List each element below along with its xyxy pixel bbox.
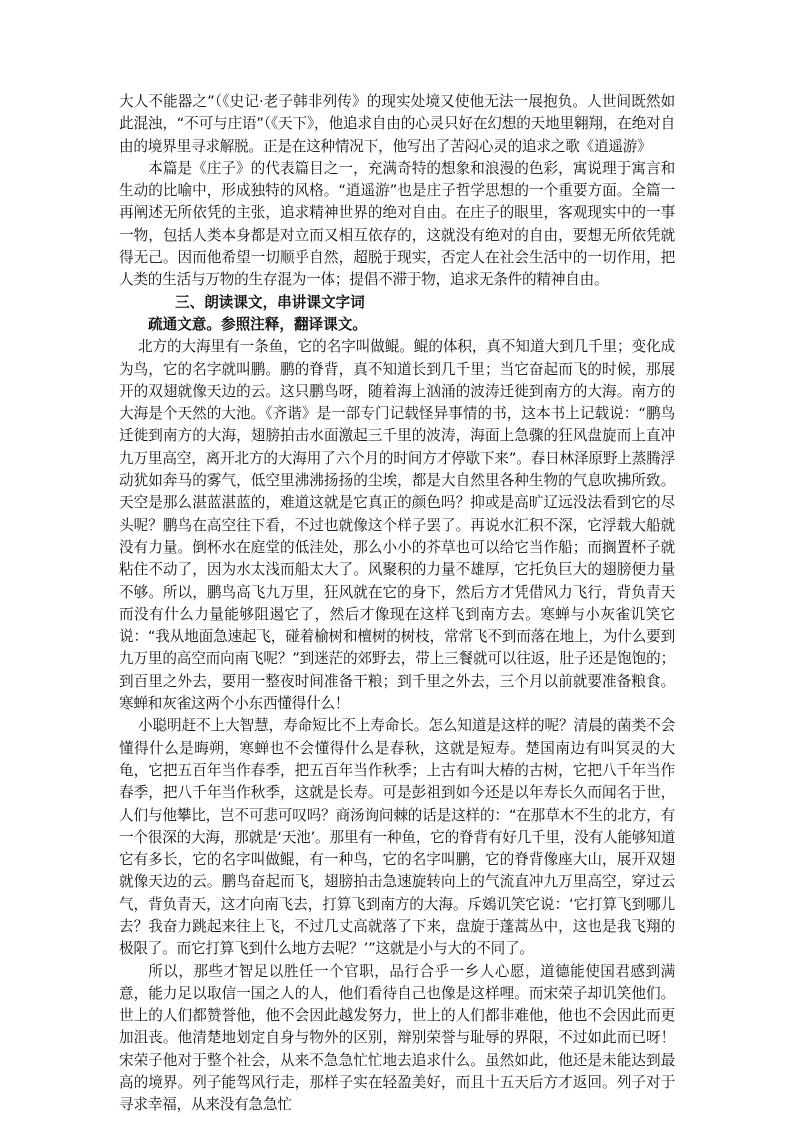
section-heading: 三、朗读课文，串讲课文字词 bbox=[175, 293, 365, 311]
paragraph-overview: 本篇是《庄子》的代表篇目之一，充满奇特的想象和浪漫的色彩，寓说理于寓言和生动的比喻中，形成独特的风格。“逍遥游”也是庄子哲学思想的一个重要方面。全篇一再阐述无所依凭的主张，追求精神世界的绝对自由。在庄子的眼里，客观现实中的一事一物，包括人类本身都是对立而又相互依存的，这就没有绝对的自由，要想无所依凭就得无己。因而他希望一切顺乎自然，超脱于现实，否定人在社会生活中的一切作用，把人类的生活与万物的生存混为一体；提倡不滞于物，追求无条件的精神自由。 bbox=[119, 159, 675, 289]
document-page bbox=[119, 91, 675, 1117]
paragraph-intro-continued: 大人不能器之”（《史记·老子韩非列传》的现实处境又使他无法一展抱负。人世间既然如此混浊，“不可与庄语”（《天下》，他追求自由的心灵只好在幻想的天地里翱翔，在绝对自由的境界里寻求解脱。正是在这种情况下，他写出了苦闷心灵的追求之歌《逍遥游》 bbox=[119, 93, 675, 155]
paragraph-translation-1: 北方的大海里有一条鱼，它的名字叫做鲲。鲲的体积，真不知道大到几千里；变化成为鸟，它的名字就叫鹏。鹏的脊背，真不知道长到几千里；当它奋起而飞的时候，那展开的双翅就像天边的云。这只鹏鸟呀，随着海上汹涌的波涛迁徙到南方的大海。南方的大海是个天然的大池。《齐谐》是一部专门记载怪异事情的书，这本书上记载说：“鹏鸟迁徙到南方的大海，翅膀拍击水面激起三千里的波涛，海面上急骤的狂风盘旋而上直冲九万里高空，离开北方的大海用了六个月的时间方才停歇下来”。春日林泽原野上蒸腾浮动犹如奔马的雾气，低空里沸沸扬扬的尘埃，都是大自然里各种生物的气息吹拂所致。天空是那么湛蓝湛蓝的，难道这就是它真正的颜色吗？抑或是高旷辽远没法看到它的尽头呢？鹏鸟在高空往下看，不过也就像这个样子罢了。再说水汇积不深，它浮载大船就没有力量。倒杯水在庭堂的低洼处，那么小小的芥草也可以给它当作船；而搁置杯子就粘住不动了，因为水太浅而船太大了。风聚积的力量不雄厚，它托负巨大的翅膀便力量不够。所以，鹏鸟高飞九万里，狂风就在它的身下，然后方才凭借风力飞行，背负青天而没有什么力量能够阻遏它了，然后才像现在这样飞到南方去。寒蝉与小灰雀讥笑它说：“我从地面急速起飞，碰着榆树和檀树的树枝，常常飞不到而落在地上，为什么要到九万里的高空而向南飞呢？”到迷茫的郊野去，带上三餐就可以往返，肚子还是饱饱的；到百里之外去，要用一整夜时间准备干粮；到千里之外去，三个月以前就要准备粮食。寒蝉和灰雀这两个小东西懂得什么！ bbox=[119, 338, 675, 713]
paragraph-translation-2: 小聪明赶不上大智慧，寿命短比不上寿命长。怎么知道是这样的呢？清晨的菌类不会懂得什么是晦朔，寒蝉也不会懂得什么是春秋，这就是短寿。楚国南边有叫冥灵的大龟，它把五百年当作春季，把五百年当作秋季；上古有叫大椿的古树，它把八千年当作春季，把八千年当作秋季，这就是长寿。可是彭祖到如今还是以年寿长久而闻名于世，人们与他攀比，岂不可悲可叹吗？商汤询问棘的话是这样的：“在那草木不生的北方，有一个很深的大海，那就是‘天池’。那里有一种鱼，它的脊背有好几千里，没有人能够知道它有多长，它的名字叫做鲲，有一种鸟，它的名字叫鹏，它的脊背像座大山，展开双翅就像天边的云。鹏鸟奋起而飞，翅膀拍击急速旋转向上的气流直冲九万里高空，穿过云气，背负青天，这才向南飞去，打算飞到南方的大海。斥鴳讥笑它说：‘它打算飞到哪儿去？我奋力跳起来往上飞，不过几丈高就落了下来，盘旋于蓬蒿丛中，这也是我飞翔的极限了。而它打算飞到什么地方去呢？’”这就是小与大的不同了。 bbox=[119, 717, 675, 958]
paragraph-translation-3: 所以，那些才智足以胜任一个官职，品行合乎一乡人心愿，道德能使国君感到满意，能力足以取信一国之人的人，他们看待自己也像是这样哩。而宋荣子却讥笑他们。世上的人们都赞誉他，他不会因此越发努力，世上的人们都非难他，他也不会因此而更加沮丧。他清楚地划定自身与物外的区别，辩别荣誉与耻辱的界限，不过如此而已呀！宋荣子他对于整个社会，从来不急急忙忙地去追求什么。虽然如此，他还是未能达到最高的境界。列子能驾风行走，那样子实在轻盈美好，而且十五天后方才返回。列子对于寻求幸福，从来没有急急忙 bbox=[119, 962, 675, 1114]
sub-heading: 疏通文意。参照注释，翻译课文。 bbox=[148, 315, 367, 333]
